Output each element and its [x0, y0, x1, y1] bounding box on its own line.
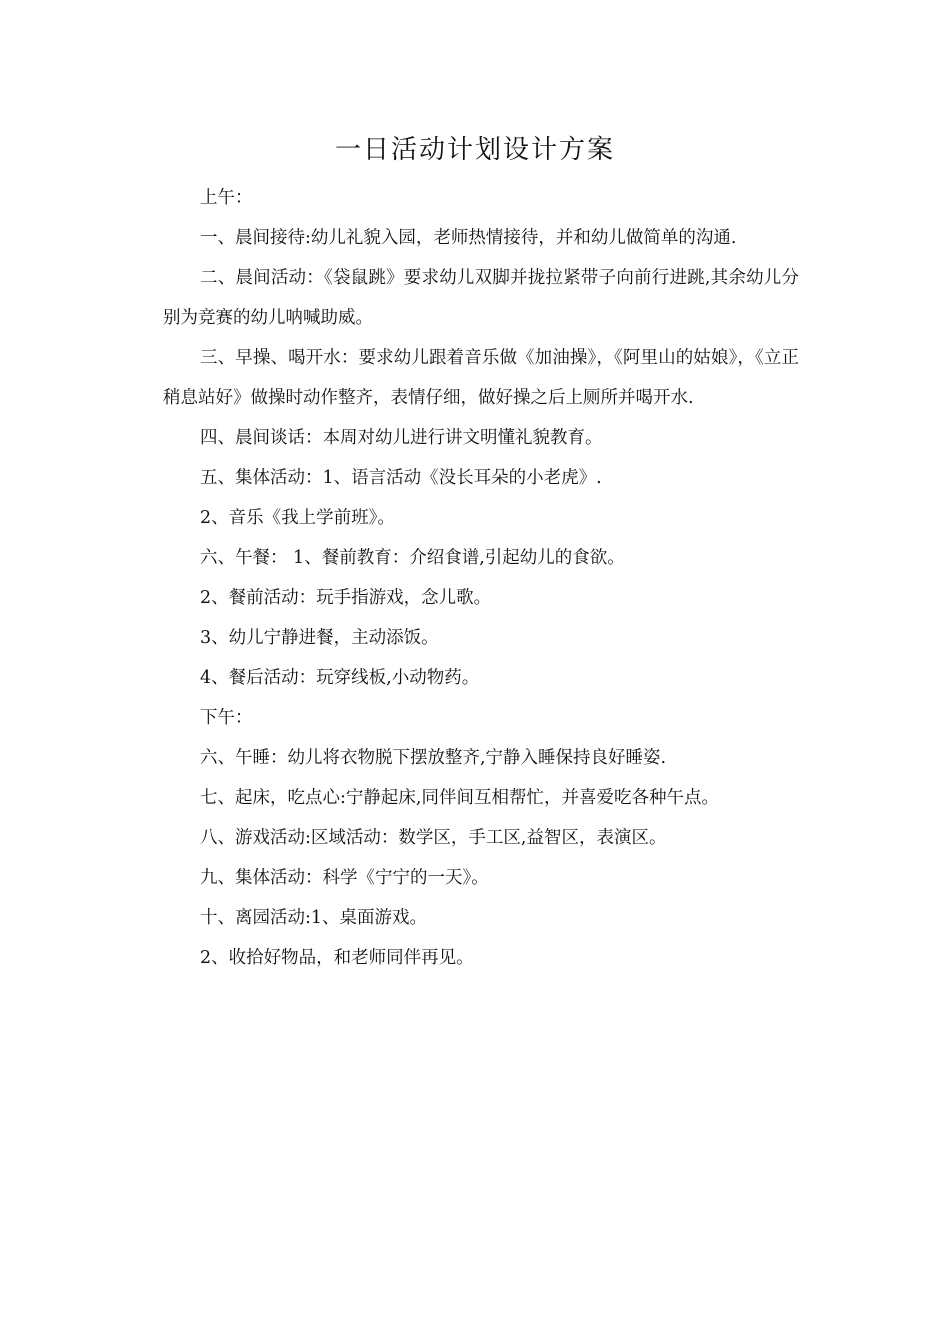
paragraph-morning-reception: 一、晨间接待:幼儿礼貌入园，老师热情接待，并和幼儿做简单的沟通.	[200, 228, 737, 248]
document-title: 一日活动计划设计方案	[334, 135, 615, 165]
paragraph-lunch: 六、午餐： 1、餐前教育：介绍食谱,引起幼儿的食欲。	[200, 548, 625, 568]
paragraph-morning-heading: 上午：	[200, 188, 253, 208]
paragraph-pre-meal-activity: 2、餐前活动：玩手指游戏，念儿歌。	[200, 588, 492, 608]
paragraph-goodbye: 2、收拾好物品，和老师同伴再见。	[200, 948, 474, 968]
paragraph-morning-exercise: 三、早操、喝开水：要求幼儿跟着音乐做《加油操》，《阿里山的姑娘》，《立正稍息站好》做操时动作整齐，表情仔细，做好操之后上厕所并喝开水.	[163, 348, 799, 408]
paragraph-science-activity: 九、集体活动：科学《宁宁的一天》。	[200, 868, 489, 888]
paragraph-post-meal-activity: 4、餐后活动：玩穿线板,小动物药。	[200, 668, 480, 688]
paragraph-leaving: 十、离园活动:1、桌面游戏。	[200, 908, 428, 928]
paragraph-quiet-meal: 3、幼儿宁静进餐，主动添饭。	[200, 628, 439, 648]
paragraph-afternoon-heading: 下午：	[200, 708, 253, 728]
paragraph-game-activity: 八、游戏活动:区域活动：数学区，手工区,益智区，表演区。	[200, 828, 667, 848]
paragraph-group-activity: 五、集体活动：1、语言活动《没长耳朵的小老虎》.	[200, 468, 602, 488]
document-body	[163, 178, 799, 978]
paragraph-morning-talk: 四、晨间谈话：本周对幼儿进行讲文明懂礼貌教育。	[200, 428, 603, 448]
paragraph-morning-activity: 二、晨间活动：《袋鼠跳》要求幼儿双脚并拢拉紧带子向前行进跳,其余幼儿分别为竞赛的幼儿呐喊助威。	[163, 268, 799, 328]
paragraph-wake-snack: 七、起床，吃点心:宁静起床,同伴间互相帮忙，并喜爱吃各种午点。	[200, 788, 719, 808]
paragraph-music: 2、音乐《我上学前班》。	[200, 508, 395, 528]
paragraph-nap: 六、午睡：幼儿将衣物脱下摆放整齐,宁静入睡保持良好睡姿.	[200, 748, 667, 768]
